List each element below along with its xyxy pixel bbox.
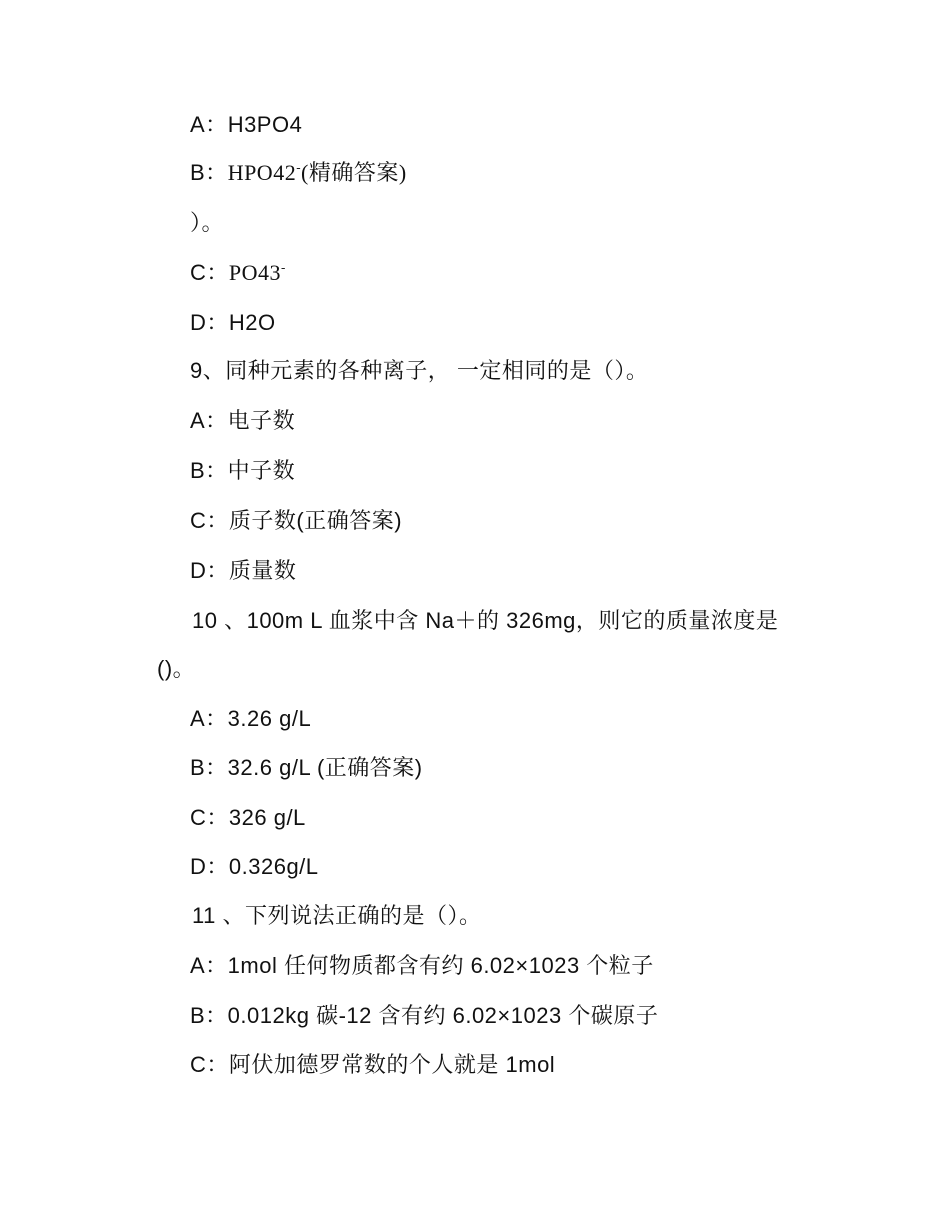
option-a-line (190, 951, 654, 981)
option-text: D：质量数 (190, 558, 297, 583)
option-b-line (190, 456, 295, 486)
option-text: B：32.6 g/L (正确答案) (190, 755, 423, 780)
option-text: C：326 g/L (190, 805, 306, 830)
option-d-line (190, 852, 319, 882)
question-text: 10 、100m L 血浆中含 Na＋的 326mg，则它的质量浓度是 (192, 608, 779, 633)
question-10-continued (157, 654, 195, 684)
option-b-line (190, 753, 423, 783)
answer-note: (精确答案) (301, 160, 407, 185)
option-prefix: A： (190, 112, 228, 137)
option-text: A：3.26 g/L (190, 706, 312, 731)
option-prefix: C： (190, 260, 229, 285)
option-d-line (190, 556, 296, 586)
option-a-line (190, 704, 311, 734)
option-b-line (190, 1001, 658, 1031)
option-a-line (190, 110, 302, 140)
option-text: B：0.012kg 碳-12 含有约 6.02×1023 个碳原子 (190, 1003, 659, 1028)
option-text: C：质子数(正确答案) (190, 508, 403, 533)
option-text: H2O (228, 310, 276, 335)
option-text: A：电子数 (190, 408, 296, 433)
option-c-line (190, 803, 306, 833)
option-text: D：0.326g/L (190, 854, 319, 879)
question-text: 9、同种元素的各种离子， 一定相同的是（）。 (190, 358, 649, 383)
option-c-line (190, 506, 402, 536)
option-a-line (190, 406, 295, 436)
question-text: ()。 (157, 656, 196, 681)
option-prefix: B： (190, 160, 228, 185)
question-10 (192, 606, 778, 636)
superscript-charge: - (281, 259, 286, 275)
option-text: PO43 (228, 260, 282, 285)
question-9 (190, 356, 648, 386)
question-11 (192, 901, 481, 931)
option-c-line (190, 258, 286, 288)
question-text: 11 、下列说法正确的是（）。 (192, 903, 482, 928)
paren-line (190, 208, 224, 238)
option-text: HPO42 (227, 160, 297, 185)
option-text: H3PO4 (227, 112, 303, 137)
option-prefix: D： (190, 310, 229, 335)
option-text: A：1mol 任何物质都含有约 6.02×1023 个粒子 (190, 953, 654, 978)
option-b-line (190, 158, 407, 188)
superscript-charge: - (296, 159, 302, 175)
line-text: ）。 (190, 210, 225, 235)
option-d-line (190, 308, 276, 338)
option-text: B：中子数 (190, 458, 296, 483)
option-c-line (190, 1050, 555, 1080)
option-text: C：阿伏加德罗常数的个人就是 1mol (190, 1052, 556, 1077)
